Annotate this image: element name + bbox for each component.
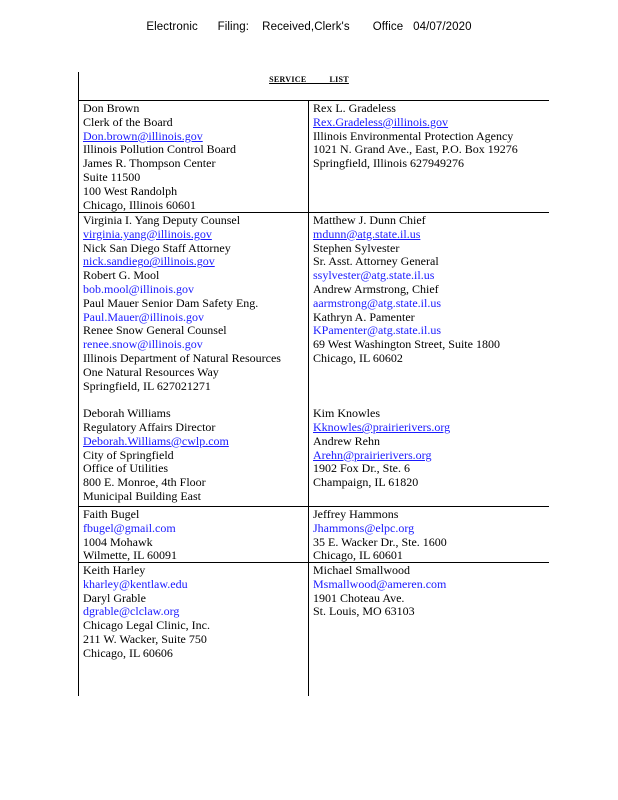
contact-line: Illinois Department of Natural Resources <box>83 350 281 365</box>
contact-line: Illinois Pollution Control Board <box>83 142 237 157</box>
contact-line: Faith Bugel <box>83 507 140 521</box>
contact-line: Paul Mauer Senior Dam Safety Eng. <box>83 295 259 310</box>
contact-line: Michael Smallwood <box>313 563 410 577</box>
service-list-title: SERVICE LIST <box>269 75 349 84</box>
contact-line: Chicago Legal Clinic, Inc. <box>83 618 210 633</box>
contact-cell-right <box>313 102 518 171</box>
contact-line: Daryl Grable <box>83 590 146 605</box>
contact-line: Chicago, Illinois 60601 <box>83 197 196 212</box>
contact-cell-right <box>313 564 446 619</box>
contact-line: Jeffrey Hammons <box>313 507 399 521</box>
contact-line: 1901 Choteau Ave. <box>313 590 405 605</box>
contact-line: St. Louis, MO 63103 <box>313 604 415 619</box>
contact-line: Kim Knowles <box>313 406 380 421</box>
contact-line: Stephen Sylvester <box>313 240 400 255</box>
contact-line: Springfield, IL 627021271 <box>83 378 211 393</box>
email-link[interactable]: nick.sandiego@illinois.gov <box>83 254 215 269</box>
email-link[interactable]: Msmallwood@ameren.com <box>313 576 447 591</box>
email-link[interactable]: bob.mool@illinois.gov <box>83 281 195 296</box>
contact-line: Renee Snow General Counsel <box>83 323 227 338</box>
contact-cell-left <box>83 564 210 661</box>
blank-line <box>83 393 281 407</box>
contact-line: Regulatory Affairs Director <box>83 419 216 434</box>
contact-line: Keith Harley <box>83 563 146 577</box>
email-link[interactable]: Deborah.Williams@cwlp.com <box>83 433 229 448</box>
email-link[interactable]: Paul.Mauer@illinois.gov <box>83 309 205 324</box>
email-link[interactable]: renee.snow@illinois.gov <box>83 337 203 352</box>
contact-line: Municipal Building East <box>83 488 201 503</box>
contact-line: Andrew Armstrong, Chief <box>313 281 439 296</box>
email-link[interactable]: ssylvester@atg.state.il.us <box>313 268 435 283</box>
contact-line: Sr. Asst. Attorney General <box>313 254 439 269</box>
contact-cell-right <box>313 214 500 490</box>
contact-line: Springfield, Illinois 627949276 <box>313 156 464 171</box>
contact-line: 1004 Mohawk <box>83 534 153 549</box>
contact-line: 211 W. Wacker, Suite 750 <box>83 631 207 646</box>
email-link[interactable]: Arehn@prairierivers.org <box>313 447 432 462</box>
contact-line: Champaign, IL 61820 <box>313 475 419 490</box>
contact-line: Wilmette, IL 60091 <box>83 548 178 563</box>
contact-line: 100 West Randolph <box>83 183 178 198</box>
email-link[interactable]: KPamenter@atg.state.il.us <box>313 323 442 338</box>
contact-line: 35 E. Wacker Dr., Ste. 1600 <box>313 534 447 549</box>
contact-line: Chicago, IL 60606 <box>83 645 173 660</box>
contact-line: 1902 Fox Dr., Ste. 6 <box>313 461 411 476</box>
blank-line <box>313 366 500 380</box>
contact-cell-left <box>83 508 177 563</box>
filing-stamp-header: Electronic Filing: Received,Clerk's Office 04/07/2020 <box>146 21 472 33</box>
contact-line: Office of Utilities <box>83 461 169 476</box>
email-link[interactable]: virginia.yang@illinois.gov <box>83 226 212 241</box>
email-link[interactable]: dgrable@clclaw.org <box>83 604 180 619</box>
contact-line: Illinois Environmental Protection Agency <box>313 128 514 143</box>
email-link[interactable]: Rex.Gradeless@illinois.gov <box>313 114 449 129</box>
email-link[interactable]: kharley@kentlaw.edu <box>83 576 188 591</box>
contact-cell-right <box>313 508 447 563</box>
contact-line: Deborah Williams <box>83 406 171 421</box>
blank-line <box>313 380 500 394</box>
contact-line: One Natural Resources Way <box>83 364 219 379</box>
table-left-border <box>78 72 79 696</box>
email-link[interactable]: fbugel@gmail.com <box>83 520 176 535</box>
contact-line: 69 West Washington Street, Suite 1800 <box>313 337 500 352</box>
contact-cell-left <box>83 102 236 212</box>
email-link[interactable]: Jhammons@elpc.org <box>313 520 415 535</box>
contact-line: Nick San Diego Staff Attorney <box>83 240 231 255</box>
contact-line: City of Springfield <box>83 447 174 462</box>
contact-line: Kathryn A. Pamenter <box>313 309 415 324</box>
table-column-divider <box>308 100 309 696</box>
contact-line: Robert G. Mool <box>83 268 160 283</box>
contact-line: Chicago, IL 60601 <box>313 548 403 563</box>
contact-line: Suite 11500 <box>83 169 141 184</box>
contact-line: Don Brown <box>83 101 140 115</box>
email-link[interactable]: aarmstrong@atg.state.il.us <box>313 295 442 310</box>
contact-line: Chicago, IL 60602 <box>313 350 403 365</box>
contact-line: Matthew J. Dunn Chief <box>313 213 426 227</box>
contact-line: James R. Thompson Center <box>83 156 216 171</box>
contact-line: 1021 N. Grand Ave., East, P.O. Box 19276 <box>313 142 518 157</box>
contact-line: Rex L. Gradeless <box>313 101 396 115</box>
email-link[interactable]: mdunn@atg.state.il.us <box>313 226 421 241</box>
email-link[interactable]: Kknowles@prairierivers.org <box>313 419 451 434</box>
contact-line: Andrew Rehn <box>313 433 380 448</box>
blank-line <box>313 393 500 407</box>
contact-line: Clerk of the Board <box>83 114 173 129</box>
contact-cell-left <box>83 214 281 504</box>
contact-line: 800 E. Monroe, 4th Floor <box>83 475 206 490</box>
contact-line: Virginia I. Yang Deputy Counsel <box>83 213 241 227</box>
email-link[interactable]: Don.brown@illinois.gov <box>83 128 203 143</box>
